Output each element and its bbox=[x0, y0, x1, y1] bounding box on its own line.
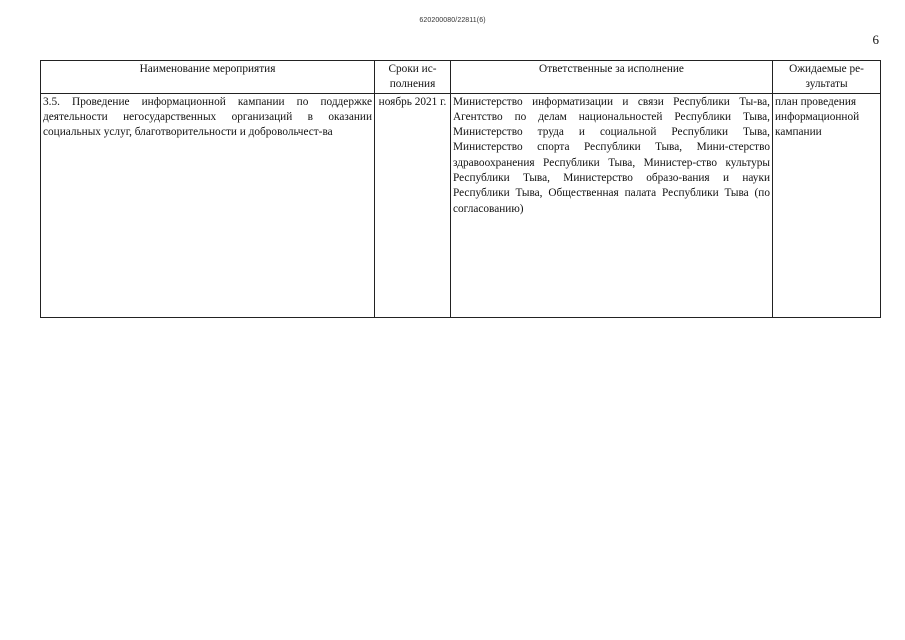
column-header-activity: Наименование мероприятия bbox=[41, 61, 375, 94]
table-header-row bbox=[41, 61, 881, 94]
activity-cell: 3.5. Проведение информационной кампании по поддержке деятельности негосударственных организаций в оказании социальных услуг, благотворительности и добровольчест-ва bbox=[41, 93, 375, 317]
page-number: 6 bbox=[872, 32, 879, 47]
table-row bbox=[41, 93, 881, 317]
column-header-responsible: Ответственные за исполнение bbox=[451, 61, 773, 94]
activity-plan-table bbox=[40, 60, 881, 318]
deadline-cell: ноябрь 2021 г. bbox=[375, 93, 451, 317]
result-cell: план проведения информационной кампании bbox=[773, 93, 881, 317]
column-header-deadline: Сроки ис-полнения bbox=[375, 61, 451, 94]
column-header-results: Ожидаемые ре-зультаты bbox=[773, 61, 881, 94]
document-code: 620200080/22811(6) bbox=[419, 17, 486, 24]
responsible-cell: Министерство информатизации и связи Республики Ты-ва, Агентство по делам национальностей Республики Тыва, Министерство труда и социальной Республики Тыва, Министерство спорта Республики Тыва, Мини-стерство здравоохранения Республики Тыва, Министер-ство культуры Республики Тыва, Министерство образо-вания и науки Республики Тыва, Общественная палата Республики Тыва (по согласованию) bbox=[451, 93, 773, 317]
